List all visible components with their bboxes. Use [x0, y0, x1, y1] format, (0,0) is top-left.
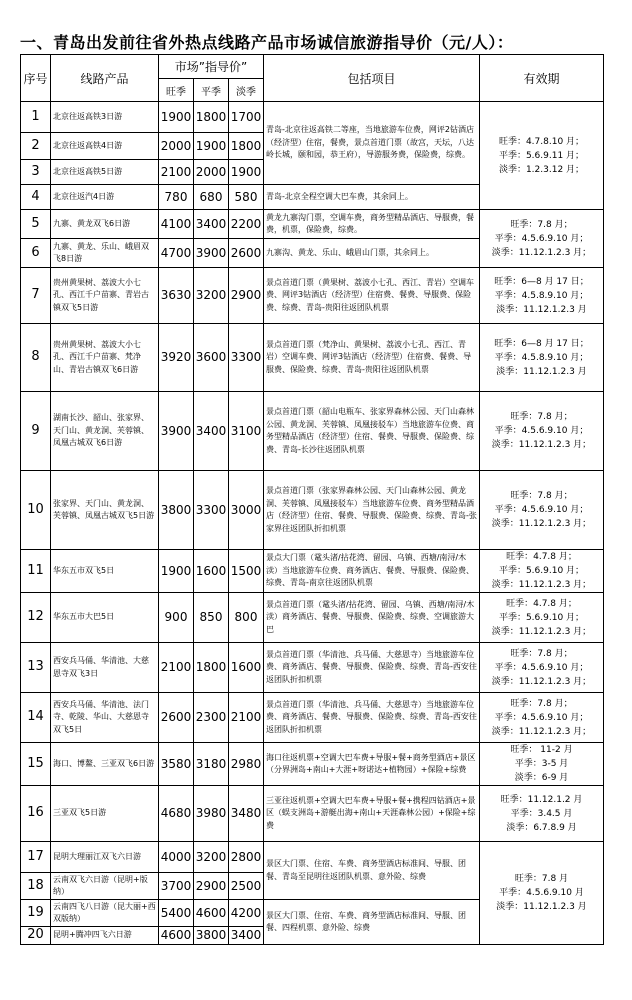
route-name: 昆明大理丽江双飞六日游: [51, 842, 159, 873]
validity-line: 淡季：6.7.8.9 月: [506, 822, 577, 833]
validity-line: 旺季：6—8 月 17 日；: [494, 338, 589, 349]
price-mid: 3800: [194, 927, 229, 945]
table-row: [21, 643, 604, 693]
validity-line: 旺季：7.8 月；: [510, 412, 573, 422]
included-items: 黄龙九寨沟门票，空调车费，商务型精品酒店、导服费，餐费，机票，保险费，综费。: [264, 210, 480, 239]
validity-line: 平季：3.4.5 月: [510, 808, 573, 819]
price-mid: 1900: [194, 133, 229, 160]
row-number: 6: [21, 239, 51, 268]
header-route: 线路产品: [51, 55, 159, 102]
route-name: 九寨、黄龙双飞6日游: [51, 210, 159, 239]
price-peak: 4600: [159, 927, 194, 945]
price-peak: 3900: [159, 392, 194, 471]
table-row: [21, 743, 604, 786]
row-number: 11: [21, 550, 51, 593]
row-number: 9: [21, 392, 51, 471]
validity-line: 淡季：11.12.1.2.3 月: [496, 902, 587, 912]
price-mid: 3400: [194, 210, 229, 239]
row-number: 16: [21, 786, 51, 842]
price-peak: 3630: [159, 268, 194, 324]
price-peak: 4700: [159, 239, 194, 268]
price-peak: 2000: [159, 133, 194, 160]
validity-period: [480, 743, 604, 786]
price-mid: 3180: [194, 743, 229, 786]
header-peak: 旺季: [159, 79, 194, 102]
route-name: 湖南长沙、韶山、张家界、天门山、黄龙洞、芙蓉镇、凤凰古城双飞6日游: [51, 392, 159, 471]
included-items: 景点首道门票（华清池、兵马俑、大慈恩寺）当地旅游车位费、商务酒店、餐费、导服费、保险费、综费、青岛-西安往返团队折扣机票: [264, 693, 480, 743]
validity-line: 淡季：11.12.1.2.3 月；: [491, 519, 592, 529]
price-table: [20, 54, 604, 945]
validity-line: 平季：5.6.9.10 月；: [498, 612, 585, 623]
price-mid: 2000: [194, 160, 229, 185]
price-peak: 3580: [159, 743, 194, 786]
table-row: [21, 550, 604, 593]
route-name: 西安兵马俑、华清池、法门寺、乾陵、华山、大慈恩寺双飞5日: [51, 693, 159, 743]
route-name: 贵州黄果树、荔波大小七孔、西江千户苗寨、青岩古镇双飞5日游: [51, 268, 159, 324]
header-includes: 包括项目: [264, 55, 480, 102]
route-name: 北京往返高铁4日游: [51, 133, 159, 160]
validity-line: 淡季：11.12.1.2.3 月: [496, 366, 587, 377]
validity-line: 旺季：7.8 月；: [510, 491, 573, 501]
validity-line: 平季：3-5 月: [514, 759, 569, 769]
price-peak: 900: [159, 593, 194, 643]
price-low: 2100: [229, 693, 264, 743]
validity-period: [480, 643, 604, 693]
included-items: 景点大门票（鼋头渚/拈花湾、留园、乌镇、西塘/南浔/木渎）当地旅游车位费、商务酒店、餐费、导服费、保险费、综费、青岛-南京往返团队机票: [264, 550, 480, 593]
row-number: 12: [21, 593, 51, 643]
route-name: 云南四飞八日游（昆大丽+西双版纳）: [51, 900, 159, 927]
header-price-group: 市场”指导价”: [159, 55, 264, 79]
price-mid: 1800: [194, 643, 229, 693]
price-low: 2800: [229, 842, 264, 873]
price-mid: 3300: [194, 471, 229, 550]
route-name: 三亚双飞5日游: [51, 786, 159, 842]
price-mid: 3200: [194, 268, 229, 324]
table-row: [21, 693, 604, 743]
price-peak: 2100: [159, 160, 194, 185]
validity-line: 淡季：11.12.1.2.3 月；: [491, 440, 592, 450]
validity-line: 淡季：11.12.1.2.3 月；: [491, 726, 592, 737]
price-low: 1900: [229, 160, 264, 185]
included-items: 景点首道门票（鼋头渚/拈花湾、留园、乌镇、西塘/南浔/木渎）商务酒店、餐费、导服费、保险费、综费、空调旅游大巴: [264, 593, 480, 643]
validity-line: 平季：5.6.9.10 月；: [498, 566, 585, 576]
price-peak: 1900: [159, 102, 194, 133]
validity-line: 旺季：4.7.8 月；: [506, 552, 577, 562]
validity-line: 平季：5.6.9.11 月；: [498, 150, 585, 161]
price-low: 2980: [229, 743, 264, 786]
route-name: 张家界、天门山、黄龙洞、芙蓉镇、凤凰古城双飞5日游: [51, 471, 159, 550]
header-no: 序号: [21, 55, 51, 102]
validity-period: [480, 693, 604, 743]
price-peak: 3920: [159, 324, 194, 392]
price-peak: 3800: [159, 471, 194, 550]
page-title: 一、青岛出发前往省外热点线路产品市场诚信旅游指导价（元/人）：: [20, 33, 514, 52]
price-mid: 4600: [194, 900, 229, 927]
price-peak: 3700: [159, 873, 194, 900]
included-items: 景点首道门票（韶山电瓶车、张家界森林公园、天门山森林公园、黄龙洞、芙蓉镇、凤凰接驳车）当地旅游车位费、商务型精品酒店（经济型）住宿、餐费、导服费、保险费、综费、青岛-长沙往返团队机票: [264, 392, 480, 471]
validity-period: [480, 786, 604, 842]
price-mid: 3200: [194, 842, 229, 873]
row-number: 15: [21, 743, 51, 786]
price-mid: 3980: [194, 786, 229, 842]
validity-line: 旺季：6—8 月 17 日；: [494, 276, 589, 287]
price-low: 4200: [229, 900, 264, 927]
price-peak: 2100: [159, 643, 194, 693]
validity-line: 旺季：7.8 月；: [510, 219, 573, 230]
row-number: 10: [21, 471, 51, 550]
price-low: 3000: [229, 471, 264, 550]
table-row: [21, 471, 604, 550]
row-number: 14: [21, 693, 51, 743]
row-number: 4: [21, 185, 51, 210]
table-row: [21, 210, 604, 239]
validity-line: 淡季：6-9 月: [514, 773, 569, 783]
validity-line: 平季：4.5.6.9.10 月；: [494, 712, 589, 723]
validity-line: 旺季：4.7.8.10 月；: [498, 136, 585, 147]
included-items: 景区大门票、住宿、车费、商务型酒店标准间、导服、团餐、青岛至昆明往返团队机票、意外险、综费: [264, 842, 480, 900]
price-mid: 1800: [194, 102, 229, 133]
included-items: 三亚往返机票+空调大巴车费+导服+餐+携程四钻酒店+景区（蜈支洲岛+游艇出海+南山+天涯森林公园）+保险+综费: [264, 786, 480, 842]
price-peak: 4100: [159, 210, 194, 239]
validity-line: 旺季：4.7.8 月；: [506, 598, 577, 609]
price-mid: 3400: [194, 392, 229, 471]
price-low: 3480: [229, 786, 264, 842]
included-items: 景点首道门票（张家界森林公园、天门山森林公园、黄龙洞、芙蓉镇、凤凰接驳车）当地旅游车位费、商务型精品酒店（经济型）住宿、餐费、导服费、保险费、综费、青岛-张家界往返团队折扣机票: [264, 471, 480, 550]
validity-line: 平季：4.5.6.9.10 月；: [494, 505, 589, 515]
validity-line: 淡季：11.12.1.2.3 月；: [491, 626, 592, 637]
row-number: 5: [21, 210, 51, 239]
table-row: [21, 842, 604, 873]
table-row: [21, 102, 604, 133]
validity-period: [480, 102, 604, 210]
price-low: 2200: [229, 210, 264, 239]
validity-period: [480, 392, 604, 471]
price-low: 2900: [229, 268, 264, 324]
validity-line: 旺季：7.8 月；: [510, 648, 573, 659]
price-mid: 3900: [194, 239, 229, 268]
validity-period: [480, 268, 604, 324]
price-peak: 5400: [159, 900, 194, 927]
route-name: 昆明+腾冲四飞六日游: [51, 927, 159, 945]
validity-line: 平季：4.5.6.9.10 月: [499, 888, 584, 898]
validity-line: 平季：4.5.6.9.10 月；: [494, 233, 589, 244]
price-peak: 1900: [159, 550, 194, 593]
price-low: 580: [229, 185, 264, 210]
price-low: 2500: [229, 873, 264, 900]
route-name: 华东五市大巴5日: [51, 593, 159, 643]
validity-period: [480, 842, 604, 945]
route-name: 西安兵马俑、华清池、大慈恩寺双飞3日: [51, 643, 159, 693]
validity-line: 旺季：11.12.1.2 月: [500, 794, 583, 805]
validity-line: 旺季： 11-2 月: [510, 745, 573, 755]
route-name: 北京往返汽4日游: [51, 185, 159, 210]
price-peak: 780: [159, 185, 194, 210]
row-number: 18: [21, 873, 51, 900]
row-number: 3: [21, 160, 51, 185]
route-name: 北京往返高铁3日游: [51, 102, 159, 133]
price-mid: 2900: [194, 873, 229, 900]
validity-line: 淡季：1.2.3.12 月；: [498, 164, 585, 175]
row-number: 19: [21, 900, 51, 927]
table-row: [21, 392, 604, 471]
row-number: 20: [21, 927, 51, 945]
price-peak: 4680: [159, 786, 194, 842]
included-items: 青岛-北京全程空调大巴车费，其余同上。: [264, 185, 480, 210]
table-row: [21, 593, 604, 643]
price-mid: 680: [194, 185, 229, 210]
validity-line: 平季：4.5.6.9.10 月；: [494, 662, 589, 673]
header-low: 淡季: [229, 79, 264, 102]
included-items: 景点首道门票（华清池、兵马俑、大慈恩寺）当地旅游车位费、商务酒店、餐费、导服费、保险费、综费、青岛-西安往返团队折扣机票: [264, 643, 480, 693]
validity-line: 旺季：7.8 月: [514, 874, 569, 884]
included-items: 景点首道门票（黄果树、荔波小七孔、西江、青岩）空调车费、网评3钻酒店（经济型）住宿费、餐费、导服费、保险费、综费、青岛-贵阳往返团队机票: [264, 268, 480, 324]
price-mid: 2300: [194, 693, 229, 743]
price-mid: 850: [194, 593, 229, 643]
price-low: 2600: [229, 239, 264, 268]
row-number: 1: [21, 102, 51, 133]
included-items: 景区大门票、住宿、车费、商务型酒店标准间、导服、团餐、四程机票、意外险、综费: [264, 900, 480, 945]
price-low: 1600: [229, 643, 264, 693]
price-peak: 4000: [159, 842, 194, 873]
included-items: 青岛-北京往返高铁二等座，当地旅游车位费，网评2钻酒店（经济型）住宿，餐费，景点首道门票（故宫，天坛，八达岭长城，颐和园，恭王府），导游服务费，保险费，综费。: [264, 102, 480, 185]
price-low: 1700: [229, 102, 264, 133]
price-low: 3300: [229, 324, 264, 392]
validity-period: [480, 471, 604, 550]
header-mid: 平季: [194, 79, 229, 102]
route-name: 贵州黄果树、荔波大小七孔、西江千户苗寨、梵净山、青岩古镇双飞6日游: [51, 324, 159, 392]
row-number: 7: [21, 268, 51, 324]
table-row: [21, 324, 604, 392]
route-name: 北京往返高铁5日游: [51, 160, 159, 185]
price-mid: 1600: [194, 550, 229, 593]
validity-period: [480, 550, 604, 593]
route-name: 九寨、黄龙、乐山、峨眉双飞8日游: [51, 239, 159, 268]
validity-line: 平季：4.5.8.9.10 月；: [494, 290, 589, 301]
price-low: 3100: [229, 392, 264, 471]
included-items: 景点首道门票（梵净山、黄果树、荔波小七孔、西江、青岩）空调车费、网评3钻酒店（经济型）住宿费、餐费、导服费、保险费、综费、青岛-贵阳往返团队机票: [264, 324, 480, 392]
row-number: 13: [21, 643, 51, 693]
validity-period: [480, 593, 604, 643]
validity-line: 平季：4.5.6.9.10 月；: [494, 426, 589, 436]
validity-line: 平季：4.5.8.9.10 月；: [494, 352, 589, 363]
route-name: 海口、博鳌、三亚双飞6日游: [51, 743, 159, 786]
validity-period: [480, 324, 604, 392]
row-number: 8: [21, 324, 51, 392]
price-low: 1500: [229, 550, 264, 593]
validity-line: 旺季：7.8 月；: [510, 698, 573, 709]
row-number: 17: [21, 842, 51, 873]
table-row: [21, 786, 604, 842]
table-row: [21, 268, 604, 324]
price-mid: 3600: [194, 324, 229, 392]
validity-line: 淡季：11.12.1.2.3 月；: [491, 247, 592, 258]
price-low: 800: [229, 593, 264, 643]
included-items: 九寨沟、黄龙、乐山、峨眉山门票，其余同上。: [264, 239, 480, 268]
row-number: 2: [21, 133, 51, 160]
validity-line: 淡季：11.12.1.2.3 月；: [491, 580, 592, 590]
price-low: 1800: [229, 133, 264, 160]
validity-line: 淡季：11.12.1.2.3 月；: [491, 676, 592, 687]
route-name: 华东五市双飞5日: [51, 550, 159, 593]
route-name: 云南双飞六日游（昆明+版纳）: [51, 873, 159, 900]
validity-line: 淡季：11.12.1.2.3 月: [496, 304, 587, 315]
included-items: 海口往返机票+空调大巴车费+导服+餐+商务型酒店+景区（分界洲岛+南山+大涯+呀诺达+植物园）+保险+综费: [264, 743, 480, 786]
validity-period: [480, 210, 604, 268]
price-low: 3400: [229, 927, 264, 945]
header-validity: 有效期: [480, 55, 604, 102]
price-peak: 2600: [159, 693, 194, 743]
